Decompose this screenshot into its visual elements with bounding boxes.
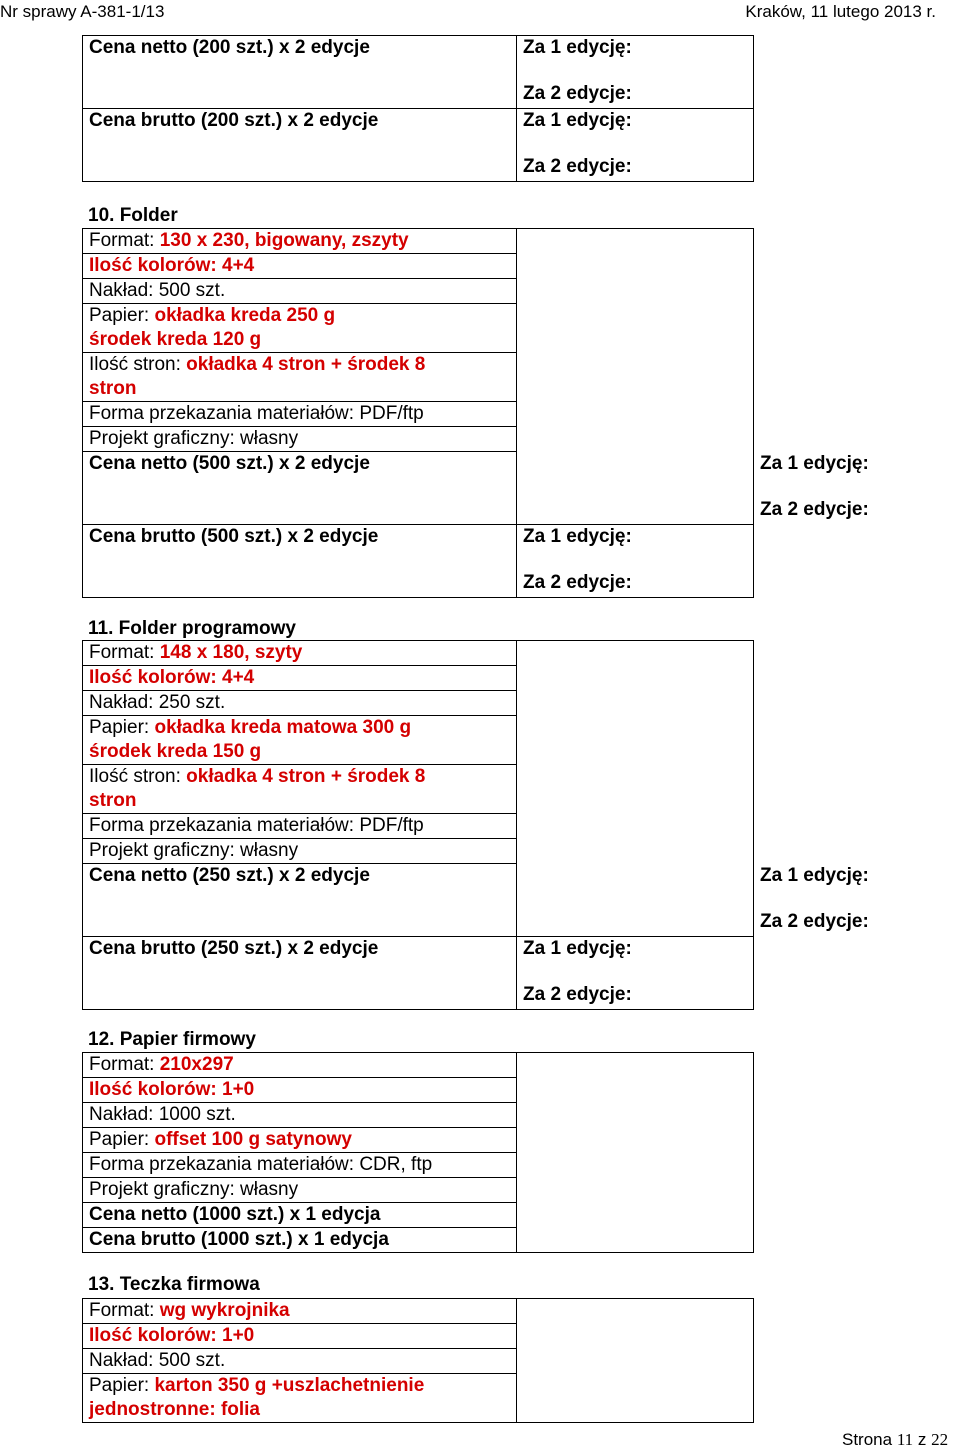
offer-cell [517,641,754,937]
price-labels-one: Za 1 edycję: [760,453,869,474]
price-one-edition: Za 1 edycję: [523,110,632,131]
s11-format-label: Format: [89,642,160,663]
price-brutto-value-cell [517,525,754,598]
spec-forma [83,814,517,839]
section-title: 10. Folder [88,205,178,226]
footer-mid: z [913,1430,932,1449]
s11-strony-value-1: okładka 4 stron + środek 8 [186,766,426,787]
s12-format-label: Format: [89,1054,160,1075]
spec-format [83,1299,517,1324]
spec-forma [83,1153,517,1178]
s12-papier-value: offset 100 g satynowy [154,1129,352,1150]
offer-cell [517,229,754,525]
s12-papier-label: Papier: [89,1129,155,1150]
s11-format-value: 148 x 180, szyty [159,642,303,663]
s11-forma: Forma przekazania materiałów: PDF/ftp [89,815,424,836]
price-netto-cell [83,36,517,109]
spec-naklad [83,691,517,716]
s11-papier-value-2: środek kreda 150 g [89,741,262,762]
s10-strony-value-2: stron [89,378,137,399]
s10-strony-value-1: okładka 4 stron + środek 8 [186,354,426,375]
spec-forma [83,402,517,427]
spec-papier [83,304,517,353]
s11-projekt: Projekt graficzny: własny [89,840,299,861]
spec-table-papier-firmowy [82,1052,754,1253]
s10-format-value: 130 x 230, bigowany, zszyty [159,230,409,251]
price-brutto-label: Cena brutto (200 szt.) x 2 edycje [89,110,379,131]
s12-projekt: Projekt graficzny: własny [89,1179,299,1200]
s11-brutto: Cena brutto (250 szt.) x 2 edycje [89,938,379,959]
price-labels-one: Za 1 edycję: [760,865,869,886]
s10-format-label: Format: [89,230,160,251]
s10-papier-value-1: okładka kreda 250 g [154,305,336,326]
footer-total: 22 [931,1430,949,1449]
spec-projekt [83,839,517,864]
price-two-editions: Za 2 edycje: [523,83,632,104]
s13-papier-value-1: karton 350 g +uszlachetnienie [154,1375,425,1396]
s10-papier-value-2: środek kreda 120 g [89,329,262,350]
price-netto-cell [83,452,517,525]
s10-colors: Ilość kolorów: 4+4 [89,255,255,276]
spec-naklad [83,279,517,304]
spec-papier [83,716,517,765]
offer-cell [517,1299,754,1423]
spec-format [83,229,517,254]
spec-papier [83,1128,517,1153]
spec-table-folder [82,228,869,598]
top-price-table [82,35,754,182]
price-netto-cell [83,864,517,937]
spec-table-teczka-firmowa [82,1298,754,1423]
s12-netto: Cena netto (1000 szt.) x 1 edycja [89,1204,381,1225]
price-brutto-value-cell [517,937,754,1010]
price-labels-two: Za 2 edycje: [523,572,632,593]
s12-colors: Ilość kolorów: 1+0 [89,1079,255,1100]
offer-cell [517,1053,754,1253]
spec-colors [83,1078,517,1103]
s13-format-label: Format: [89,1300,160,1321]
s12-brutto: Cena brutto (1000 szt.) x 1 edycja [89,1229,389,1250]
page-footer [842,1430,948,1450]
spec-projekt [83,1178,517,1203]
spec-projekt [83,427,517,452]
s11-colors: Ilość kolorów: 4+4 [89,667,255,688]
s13-format-value: wg wykrojnika [159,1300,290,1321]
spec-papier [83,1374,517,1423]
s11-papier-label: Papier: [89,717,155,738]
s13-papier-value-2: jednostronne: folia [89,1399,260,1420]
price-brutto-cell [83,109,517,182]
price-netto-value-cell [517,36,754,109]
price-brutto-cell [83,937,517,1010]
price-labels-one: Za 1 edycję: [523,526,632,547]
spec-format [83,1053,517,1078]
s11-strony-value-2: stron [89,790,137,811]
price-brutto-value-cell [517,109,754,182]
s13-colors: Ilość kolorów: 1+0 [89,1325,255,1346]
s10-forma: Forma przekazania materiałów: PDF/ftp [89,403,424,424]
s10-netto: Cena netto (500 szt.) x 2 edycje [89,453,370,474]
price-labels-two: Za 2 edycje: [523,984,632,1005]
price-labels-two: Za 2 edycje: [760,499,869,520]
s11-papier-value-1: okładka kreda matowa 300 g [154,717,412,738]
spec-naklad [83,1103,517,1128]
s11-netto: Cena netto (250 szt.) x 2 edycje [89,865,370,886]
spec-naklad [83,1349,517,1374]
price-labels-one: Za 1 edycję: [523,938,632,959]
price-labels-two: Za 2 edycje: [760,911,869,932]
s11-naklad: Nakład: 250 szt. [89,692,226,713]
section-title: 12. Papier firmowy [88,1029,256,1050]
spec-strony [83,765,517,814]
s10-strony-label: Ilość stron: [89,354,187,375]
price-brutto-cell [83,525,517,598]
price-brutto-cell [83,1228,517,1253]
spec-format [83,641,517,666]
spec-colors [83,666,517,691]
spec-colors [83,254,517,279]
price-one-edition: Za 1 edycję: [523,37,632,58]
spec-colors [83,1324,517,1349]
doc-date: Kraków, 11 lutego 2013 r. [745,2,936,21]
s12-naklad: Nakład: 1000 szt. [89,1104,236,1125]
s10-projekt: Projekt graficzny: własny [89,428,299,449]
section-title: 11. Folder programowy [88,618,296,639]
doc-case-number: Nr sprawy A-381-1/13 [0,2,165,21]
s13-naklad: Nakład: 500 szt. [89,1350,226,1371]
price-two-editions: Za 2 edycje: [523,156,632,177]
s10-papier-label: Papier: [89,305,155,326]
footer-page: 11 [896,1430,914,1449]
s11-strony-label: Ilość stron: [89,766,187,787]
s12-forma: Forma przekazania materiałów: CDR, ftp [89,1154,433,1175]
s12-format-value: 210x297 [159,1054,234,1075]
spec-table-folder-programowy [82,640,869,1010]
s10-naklad: Nakład: 500 szt. [89,280,226,301]
price-netto-label: Cena netto (200 szt.) x 2 edycje [89,37,370,58]
s13-papier-label: Papier: [89,1375,155,1396]
s10-brutto: Cena brutto (500 szt.) x 2 edycje [89,526,379,547]
footer-prefix: Strona [842,1430,897,1449]
section-title: 13. Teczka firmowa [88,1274,260,1295]
spec-strony [83,353,517,402]
price-netto-cell [83,1203,517,1228]
